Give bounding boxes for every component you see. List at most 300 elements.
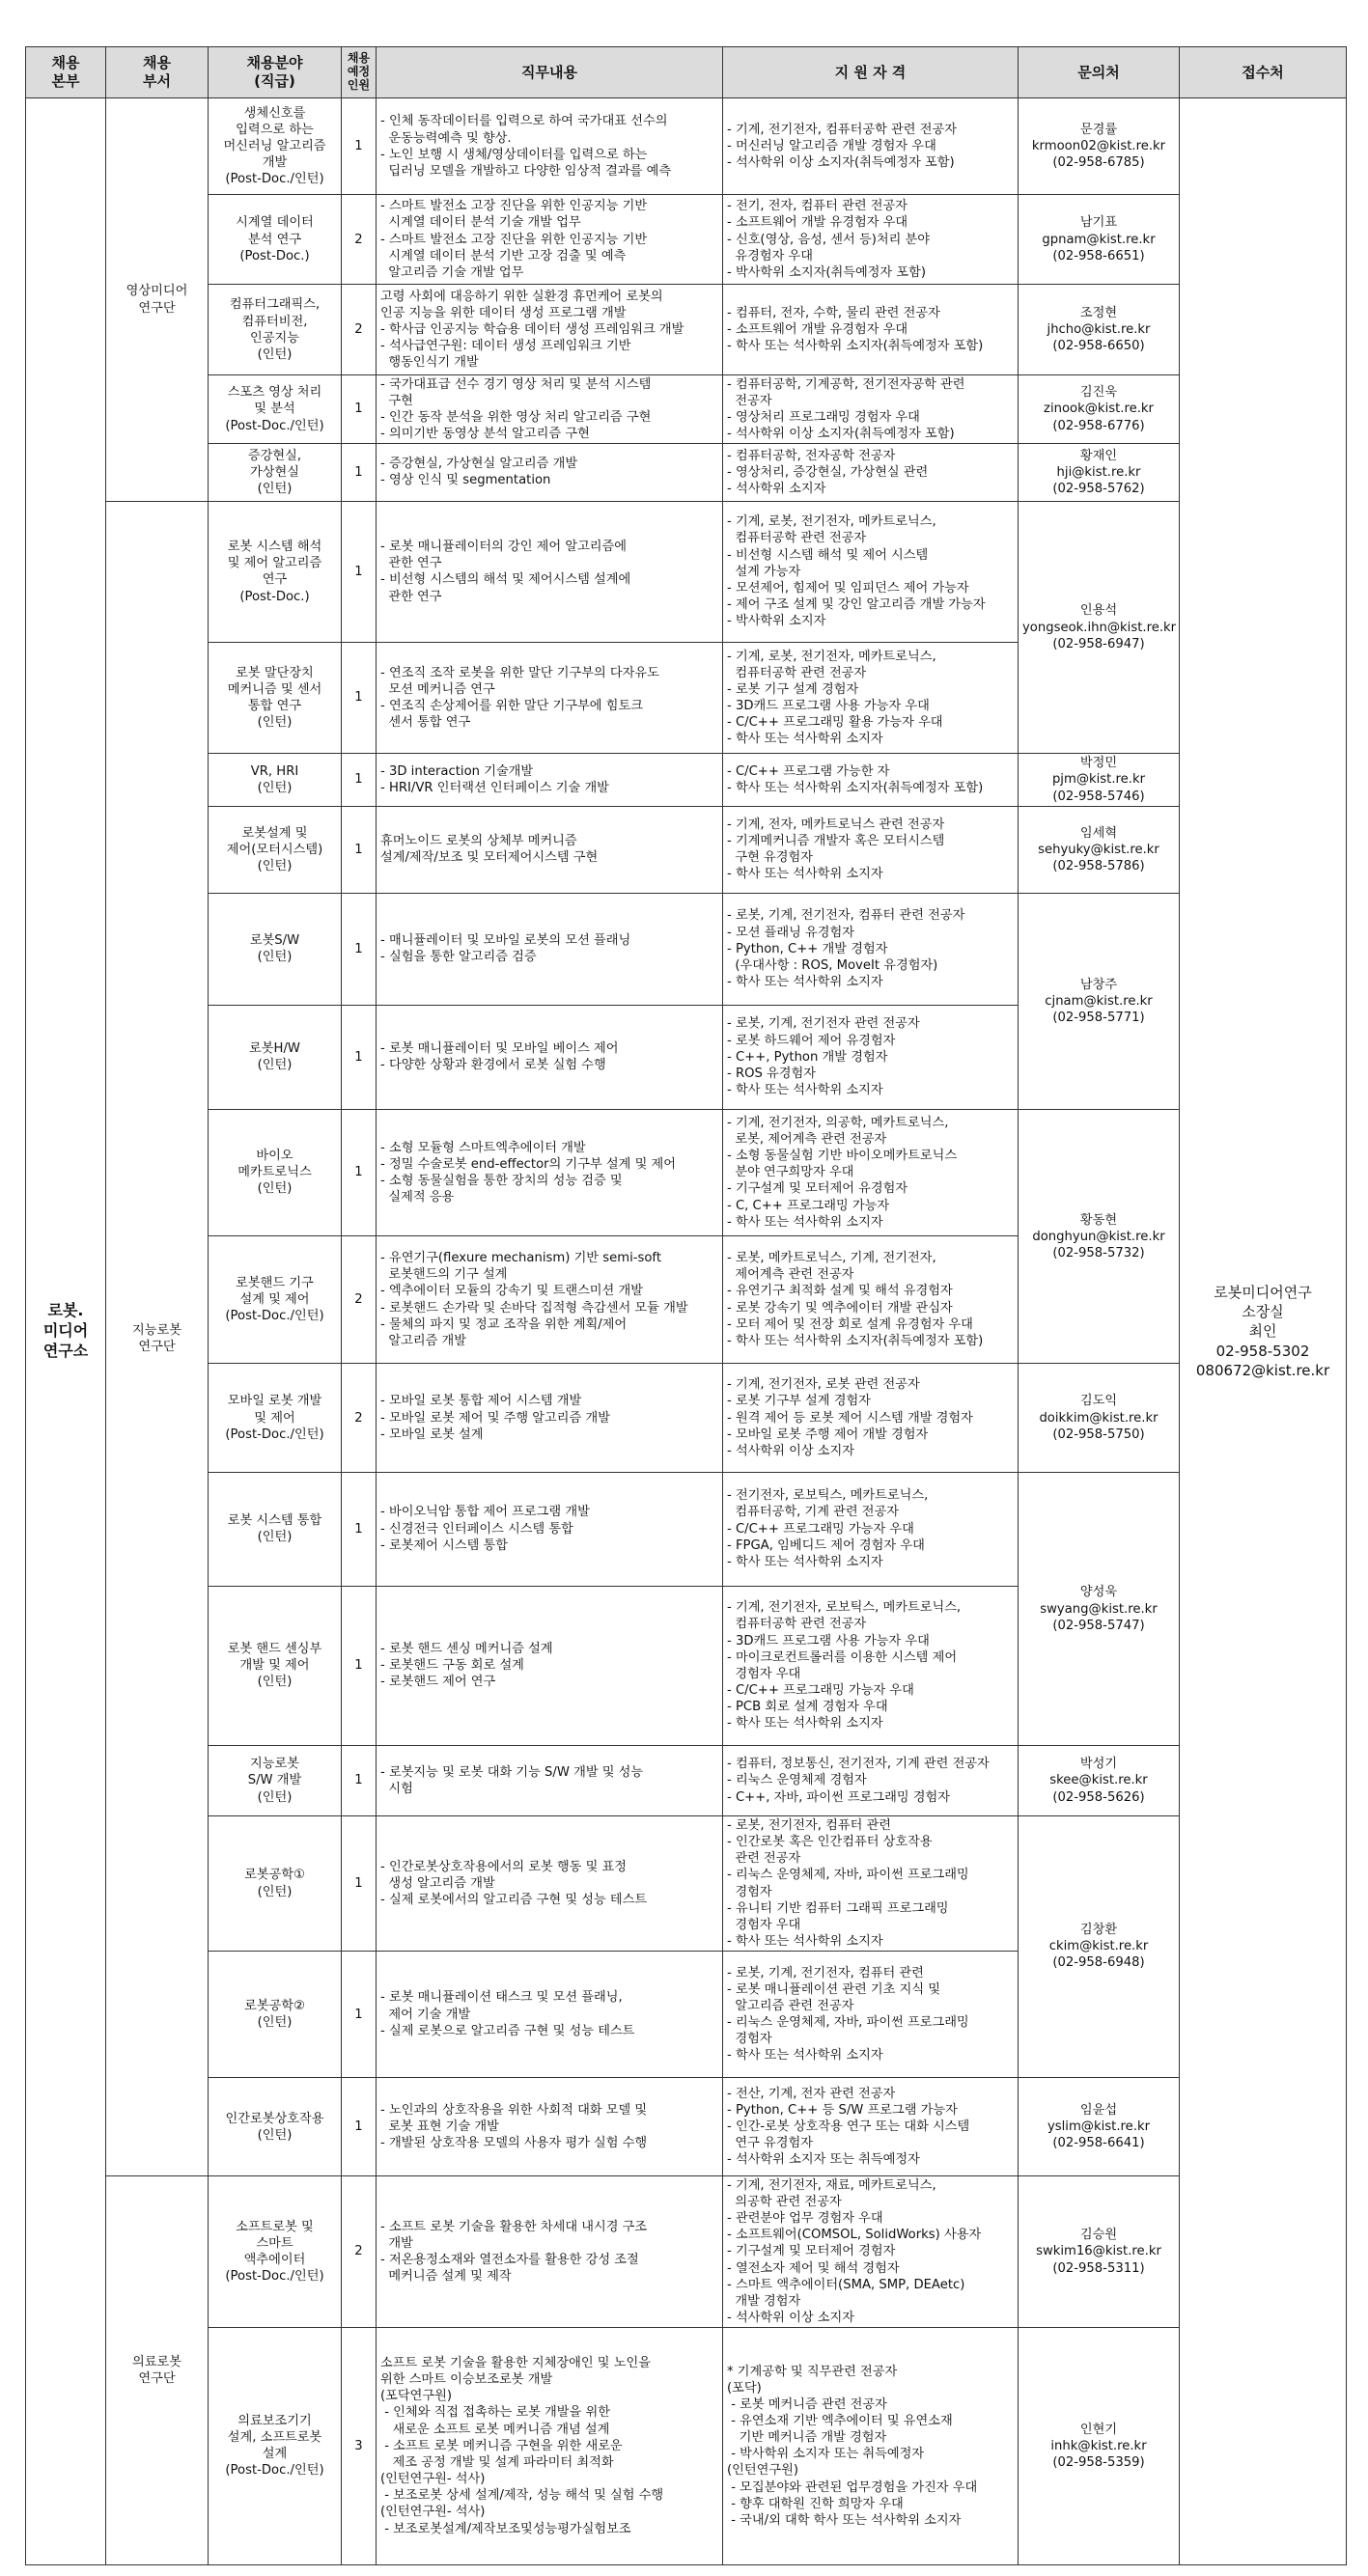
contact-cell	[1019, 1746, 1180, 1815]
cell-line: 지능로봇	[250, 1757, 299, 1772]
count-cell: 1	[342, 1815, 377, 1952]
cell-line: 및 제어 알고리즘	[227, 556, 322, 571]
cell-line: (02-958-5626)	[1052, 1789, 1145, 1805]
count-cell: 2	[342, 195, 377, 284]
cell-line: - C/C++ 프로그래밍 가능자 우대	[727, 1683, 914, 1699]
cell-line: - 로봇 기구 설계 경험자	[727, 681, 859, 697]
cell-line: (Post-Doc.)	[239, 248, 310, 263]
cell-line: 로봇미디어연구	[1214, 1283, 1312, 1301]
cell-line: 설계/제작/보조 및 모터제어시스템 구현	[380, 850, 599, 866]
cell-line: 로봇 핸드 센싱부	[227, 1642, 322, 1657]
cell-line: 생체신호를	[243, 105, 306, 121]
cell-line: 지능로봇	[132, 1323, 181, 1339]
cell-line: - C, C++ 프로그래밍 가능자	[727, 1198, 890, 1213]
cell-line: 입력으로 하는	[236, 123, 314, 137]
cell-line: cjnam@kist.re.kr	[1045, 993, 1153, 1009]
cell-line: 컴퓨터공학 관련 전공자	[727, 1617, 867, 1632]
cell-line: - 엑추에이터 모듈의 강속기 및 트랜스미션 개발	[380, 1284, 643, 1299]
cell-line: 로봇설계 및	[241, 825, 308, 841]
cell-line: 메커니즘 설계 및 제작	[380, 2269, 512, 2285]
table-row	[26, 1364, 1347, 1473]
cell-line: 경험자	[727, 1884, 772, 1899]
cell-line: - 신호(영상, 음성, 센서 등)처리 분야	[727, 232, 930, 247]
cell-line: - 기계, 로봇, 전기전자, 메카트로닉스,	[727, 649, 936, 664]
cell-line: (Post-Doc./인턴)	[225, 2269, 324, 2285]
cell-line: 새로운 소프트 로봇 메커니즘 개념 설계	[380, 2422, 610, 2437]
cell-line: - 3D interaction 기술개발	[380, 763, 534, 779]
cell-line: 개발 경험자	[727, 2293, 801, 2309]
cell-line: - 인간로봇 혹은 인간컴퓨터 상호작용	[727, 1835, 933, 1850]
cell-line: 로봇.	[47, 1301, 84, 1320]
cell-line: 로봇S/W	[249, 933, 300, 949]
cell-line: - 소프트웨어 개발 유경험자 우대	[727, 215, 908, 231]
cell-line: 전공자	[727, 393, 772, 408]
table-row	[26, 1110, 1347, 1236]
cell-line: (인턴)	[257, 715, 293, 731]
duty-cell	[377, 375, 723, 443]
cell-line: 영상미디어	[126, 284, 188, 299]
qual-cell	[723, 195, 1019, 284]
table-row	[26, 894, 1347, 1006]
table-row	[26, 375, 1347, 443]
duty-cell	[377, 502, 723, 643]
cell-line: 박성기	[1079, 1757, 1118, 1772]
field-cell	[209, 2077, 342, 2176]
cell-line: 기반 메커니즘 개발 경험자	[727, 2430, 887, 2446]
cell-line: 의료로봇	[132, 2355, 181, 2370]
cell-line: hji@kist.re.kr	[1056, 464, 1141, 480]
cell-line: - 학사 또는 석사학위 소지자	[727, 1214, 883, 1230]
cell-line: 스마트	[256, 2235, 293, 2251]
field-cell	[209, 2176, 342, 2327]
field-cell	[209, 1235, 342, 1364]
contact-cell	[1019, 754, 1180, 806]
cell-line: - 로봇지능 및 로봇 대화 기능 S/W 개발 및 성능	[380, 1764, 644, 1780]
cell-line: - 매니퓰레이터 및 모바일 로봇의 모션 플래닝	[380, 933, 631, 949]
cell-line: - 기계, 전기전자, 로보틱스, 메카트로닉스,	[727, 1600, 962, 1616]
contact-cell	[1019, 2077, 1180, 2176]
cell-line: 센서 통합 연구	[380, 715, 471, 731]
cell-line: (02-958-5750)	[1052, 1426, 1145, 1442]
cell-line: - 기구설계 및 모터제어 경험자	[727, 2244, 896, 2259]
cell-line: 남기표	[1079, 215, 1118, 231]
cell-line: (02-958-6776)	[1052, 418, 1145, 433]
cell-line: - 모터 제어 및 전장 회로 설계 유경험자 우대	[727, 1316, 973, 1332]
qual-cell	[723, 806, 1019, 893]
cell-line: 시험	[380, 1781, 413, 1796]
cell-line: - 마이크로컨트롤러를 이용한 시스템 제어	[727, 1649, 958, 1665]
cell-line: 운동능력예측 및 향상.	[380, 130, 512, 146]
duty-cell	[377, 195, 723, 284]
cell-line: 미디어	[42, 1321, 89, 1341]
cell-line: - 학사 또는 석사학위 소지자	[727, 975, 883, 990]
cell-line: sehyuky@kist.re.kr	[1038, 842, 1159, 857]
org-cell	[26, 98, 106, 2565]
cell-line: - 유연소재 기반 엑추에이터 및 유연소재	[727, 2414, 953, 2429]
qual-cell	[723, 1472, 1019, 1586]
field-cell	[209, 98, 342, 195]
cell-line: ckim@kist.re.kr	[1048, 1939, 1149, 1954]
duty-cell	[377, 1005, 723, 1110]
cell-line: 연구단	[138, 2371, 176, 2387]
cell-line: 컴퓨터공학, 기계 관련 전공자	[727, 1505, 900, 1520]
field-cell	[209, 1110, 342, 1236]
duty-cell	[377, 284, 723, 374]
cell-line: 및 분석	[254, 402, 295, 417]
header-contact: 문의처	[1019, 47, 1180, 98]
cell-line: - 국가대표급 선수 경기 영상 처리 및 분석 시스템	[380, 376, 652, 392]
table-row	[26, 2077, 1347, 2176]
cell-line: - 학사 또는 석사학위 소지자	[727, 1716, 883, 1731]
header-row	[26, 47, 1347, 98]
cell-line: 구현 유경험자	[727, 850, 814, 866]
cell-line: 가상현실	[250, 464, 299, 480]
cell-line: - 유니티 기반 컴퓨터 그래픽 프로그래밍	[727, 1900, 949, 1916]
cell-line: 설계 및 제어	[239, 1291, 310, 1307]
cell-line: - 인간로봇상호작용에서의 로봇 행동 및 표정	[380, 1859, 628, 1874]
cell-line: 조정현	[1079, 305, 1118, 320]
cell-line: - 유연기구(flexure mechanism) 기반 semi-soft	[380, 1251, 662, 1266]
cell-line: (02-958-6641)	[1052, 2136, 1145, 2151]
cell-line: 인간로봇상호작용	[225, 2111, 324, 2126]
cell-line: 인공지능	[250, 330, 299, 346]
cell-line: 의료보조기기	[237, 2414, 312, 2429]
cell-line: - 바이오닉암 통합 제어 프로그램 개발	[380, 1505, 590, 1520]
cell-line: - FPGA, 임베디드 제어 경험자 우대	[727, 1537, 925, 1553]
cell-line: (우대사항 : ROS, MoveIt 유경험자)	[727, 957, 938, 973]
cell-line: 알고리즘 개발	[380, 1333, 467, 1348]
cell-line: - 리눅스 운영체제, 자바, 파이썬 프로그래밍	[727, 1868, 969, 1883]
cell-line: 양성욱	[1079, 1585, 1118, 1600]
cell-line: 관한 연구	[380, 556, 442, 571]
cell-line: - 석사학위 소지자 또는 취득예정자	[727, 2152, 920, 2168]
duty-cell	[377, 1815, 723, 1952]
cell-line: krmoon02@kist.re.kr	[1031, 139, 1166, 154]
cell-line: zinook@kist.re.kr	[1044, 402, 1154, 417]
cell-line: - 3D캐드 프로그램 사용 가능자 우대	[727, 699, 930, 714]
contact-cell	[1019, 375, 1180, 443]
cell-line: (02-958-6947)	[1052, 636, 1145, 651]
cell-line: - 스마트 발전소 고장 진단을 위한 인공지능 기반	[380, 199, 648, 214]
cell-line: 연구단	[138, 300, 176, 316]
cell-line: - 인간 동작 분석을 위한 영상 처리 알고리즘 구현	[380, 410, 652, 426]
cell-line: - 로봇, 기계, 전기전자, 컴퓨터 관련 전공자	[727, 908, 965, 924]
cell-line: - 영상처리, 증강현실, 가상현실 관련	[727, 464, 929, 480]
header-count: 채용 예정 인원	[342, 47, 377, 98]
cell-line: - 컴퓨터공학, 기계공학, 전기전자공학 관련	[727, 376, 965, 392]
cell-line: - C/C++ 프로그램 가능한 자	[727, 763, 890, 779]
count-cell: 2	[342, 2176, 377, 2327]
cell-line: (02-958-6651)	[1052, 248, 1145, 263]
cell-line: - 학사 또는 석사학위 소지자(취득예정자 포함)	[727, 1333, 984, 1348]
count-cell: 1	[342, 1110, 377, 1236]
cell-line: - 국내/외 대학 학사 또는 석사학위 소지자	[727, 2512, 962, 2528]
cell-line: 소장실	[1242, 1303, 1284, 1321]
cell-line: - 전산, 기계, 전자 관련 전공자	[727, 2086, 896, 2101]
duty-cell	[377, 894, 723, 1006]
cell-line: (02-958-5747)	[1052, 1618, 1145, 1633]
field-cell	[209, 2327, 342, 2564]
cell-line: - 로봇 매니퓰레이션 태스크 및 모션 플래닝,	[380, 1990, 623, 2006]
cell-line: (Post-Doc./인턴)	[225, 418, 324, 433]
cell-line: - 기계, 전기전자, 의공학, 메카트로닉스,	[727, 1115, 949, 1130]
contact-cell	[1019, 195, 1180, 284]
count-cell: 1	[342, 375, 377, 443]
cell-line: - 연조직 손상제어를 위한 말단 기구부에 힘토크	[380, 699, 643, 714]
cell-line: (인턴)	[257, 1675, 293, 1690]
cell-line: (02-958-6650)	[1052, 339, 1145, 354]
qual-cell	[723, 1815, 1019, 1952]
field-cell	[209, 754, 342, 806]
table-body	[26, 98, 1347, 2565]
duty-cell	[377, 2077, 723, 2176]
cell-line: (인턴)	[257, 1058, 293, 1073]
cell-line: - 석사학위 이상 소지자	[727, 2311, 854, 2326]
cell-line: 로봇핸드 기구	[236, 1275, 314, 1290]
cell-line: 로봇 표현 기술 개발	[380, 2119, 499, 2135]
cell-line: 유경험자 우대	[727, 248, 814, 263]
table-row	[26, 502, 1347, 643]
qual-cell	[723, 642, 1019, 754]
cell-line: (인턴)	[257, 346, 293, 362]
cell-line: (포닥)	[727, 2380, 762, 2396]
cell-line: 컴퓨터공학 관련 전공자	[727, 665, 867, 680]
cell-line: - 로봇핸드 구동 회로 설계	[380, 1658, 524, 1674]
cell-line: 연구 유경험자	[727, 2136, 814, 2151]
cell-line: 컴퓨터비전,	[241, 314, 308, 329]
field-cell	[209, 502, 342, 643]
cell-line: - 기계, 전기전자, 로봇 관련 전공자	[727, 1377, 920, 1393]
header-reception: 접수처	[1180, 47, 1347, 98]
duty-cell	[377, 754, 723, 806]
cell-line: - 석사학위 이상 소지자(취득예정자 포함)	[727, 427, 955, 442]
cell-line: - 비선형 시스템 해석 및 제어 시스템	[727, 547, 929, 563]
field-cell	[209, 1472, 342, 1586]
cell-line: 및 제어	[254, 1410, 295, 1426]
cell-line: VR, HRI	[250, 763, 299, 779]
cell-line: (Post-Doc./인턴)	[225, 1309, 324, 1324]
cell-line: - 모바일 로봇 주행 제어 개발 경험자	[727, 1426, 929, 1442]
cell-line: - 영상 인식 및 segmentation	[380, 473, 551, 488]
cell-line: - 의미기반 동영상 분석 알고리즘 구현	[380, 427, 590, 442]
header-qualification: 지 원 자 격	[723, 47, 1019, 98]
cell-line: - 학사 또는 석사학위 소지자	[727, 732, 883, 747]
duty-cell	[377, 443, 723, 501]
cell-line: 스포츠 영상 처리	[227, 385, 322, 401]
recruitment-table	[25, 46, 1347, 2565]
cell-line: 증강현실,	[247, 448, 302, 463]
qual-cell	[723, 2176, 1019, 2327]
cell-line: - 비선형 시스템의 해석 및 제어시스템 설계에	[380, 572, 631, 588]
cell-line: - 인체 동작데이터를 입력으로 하여 국가대표 선수의	[380, 114, 668, 129]
cell-line: - 열전소자 제어 및 해석 경험자	[727, 2260, 900, 2276]
cell-line: 머신러닝 알고리즘	[223, 139, 326, 154]
cell-line: 설계, 소프트로봇	[227, 2430, 322, 2446]
cell-line: (02-958-6948)	[1052, 1955, 1145, 1971]
cell-line: - 학사급 인공지능 학습용 데이터 생성 프레임워크 개발	[380, 322, 684, 338]
cell-line: 080672@kist.re.kr	[1195, 1361, 1330, 1379]
qual-cell	[723, 98, 1019, 195]
field-cell	[209, 443, 342, 501]
cell-line: - 로봇제어 시스템 통합	[380, 1537, 508, 1553]
count-cell: 1	[342, 1472, 377, 1586]
cell-line: 김창환	[1079, 1923, 1118, 1938]
cell-line: 시계열 데이터	[236, 215, 314, 231]
cell-line: swkim16@kist.re.kr	[1036, 2244, 1161, 2259]
cell-line: swyang@kist.re.kr	[1040, 1601, 1158, 1617]
cell-line: (인턴)	[257, 1181, 293, 1197]
count-cell: 1	[342, 894, 377, 1006]
qual-cell	[723, 1005, 1019, 1110]
qual-cell	[723, 1364, 1019, 1473]
cell-line: 연구	[262, 572, 288, 588]
cell-line: 로봇공학②	[244, 1999, 305, 2013]
cell-line: 행동인식기 개발	[380, 355, 479, 371]
cell-line: (인턴연구원- 석사)	[380, 2505, 486, 2520]
cell-line: 황동현	[1079, 1212, 1118, 1228]
cell-line: (인턴)	[257, 481, 293, 496]
cell-line: - 머신러닝 알고리즘 개발 경험자 우대	[727, 139, 936, 154]
table-row	[26, 1815, 1347, 1952]
cell-line: - 인체와 직접 접촉하는 로봇 개발을 위한	[380, 2405, 610, 2421]
cell-line: 김진욱	[1079, 385, 1118, 401]
cell-line: - 노인 보행 시 생체/영상데이터를 입력으로 하는	[380, 147, 648, 162]
cell-line: 딥러닝 모델을 개발하고 다양한 임상적 결과를 예측	[380, 163, 672, 179]
cell-line: - 석사학위 소지자	[727, 481, 826, 496]
cell-line: - 다양한 상황과 환경에서 로봇 실험 수행	[380, 1058, 606, 1073]
contact-cell	[1019, 1110, 1180, 1364]
cell-line: 김도익	[1079, 1394, 1118, 1409]
cell-line: - 개발된 상호작용 모델의 사용자 평가 실험 수행	[380, 2136, 648, 2151]
cell-line: 경험자 우대	[727, 1666, 801, 1681]
cell-line: 의공학 관련 전공자	[727, 2195, 842, 2210]
cell-line: 설계 가능자	[727, 564, 801, 579]
cell-line: - Python, C++ 개발 경험자	[727, 941, 888, 956]
cell-line: - 연조직 조작 로봇을 위한 말단 기구부의 다자유도	[380, 665, 659, 680]
cell-line: 모바일 로봇 개발	[227, 1394, 322, 1409]
qual-cell	[723, 754, 1019, 806]
cell-line: 박정민	[1079, 756, 1118, 771]
cell-line: - 로봇, 메카트로닉스, 기계, 전기전자,	[727, 1251, 936, 1266]
cell-line: - 학사 또는 석사학위 소지자(취득예정자 포함)	[727, 780, 984, 795]
cell-line: 경험자 우대	[727, 1917, 801, 1932]
duty-cell	[377, 1235, 723, 1364]
cell-line: - 3D캐드 프로그램 사용 가능자 우대	[727, 1633, 930, 1648]
cell-line: 경험자	[727, 2032, 772, 2047]
cell-line: - 기계, 전기전자, 컴퓨터공학 관련 전공자	[727, 123, 957, 137]
field-cell	[209, 195, 342, 284]
cell-line: - 로봇, 기계, 전기전자, 컴퓨터 관련	[727, 1965, 924, 1980]
cell-line: - 소프트 로봇 기술을 활용한 차세대 내시경 구조	[380, 2219, 648, 2234]
duty-cell	[377, 1364, 723, 1473]
cell-line: - C++, Python 개발 경험자	[727, 1049, 888, 1065]
cell-line: 분석 연구	[247, 232, 302, 247]
qual-cell	[723, 894, 1019, 1006]
cell-line: 연구단	[138, 1340, 176, 1355]
cell-line: 구현	[380, 393, 413, 408]
field-cell	[209, 806, 342, 893]
cell-line: - 컴퓨터, 전자, 수학, 물리 관련 전공자	[727, 305, 940, 320]
count-cell: 1	[342, 1586, 377, 1746]
cell-line: - 컴퓨터공학, 전자공학 전공자	[727, 448, 896, 463]
cell-line: - 소프트웨어(COMSOL, SolidWorks) 사용자	[727, 2228, 982, 2243]
cell-line: 실제적 응용	[380, 1190, 455, 1205]
cell-line: - C++, 자바, 파이썬 프로그래밍 경험자	[727, 1789, 951, 1805]
cell-line: - 보조로봇 상세 설계/제작, 성능 해석 및 실험 수행	[380, 2488, 664, 2504]
cell-line: - 로봇 기구부 설계 경험자	[727, 1394, 871, 1409]
cell-line: - 원격 제어 등 로봇 제어 시스템 개발 경험자	[727, 1410, 973, 1426]
cell-line: - 모바일 로봇 제어 및 주행 알고리즘 개발	[380, 1410, 610, 1426]
cell-line: 분야 연구희망자 우대	[727, 1165, 854, 1180]
cell-line: 연구소	[42, 1341, 89, 1360]
cell-line: - 로봇핸드 손가락 및 손바닥 집적형 측감센서 모듈 개발	[380, 1300, 688, 1316]
cell-line: - 유연기구 최적화 설계 및 해석 유경험자	[727, 1284, 953, 1299]
cell-line: (02-958-5771)	[1052, 1011, 1145, 1026]
cell-line: - PCB 회로 설계 경험자 우대	[727, 1700, 888, 1715]
cell-line: 로봇 시스템 통합	[227, 1513, 322, 1529]
cell-line: - 실제 로봇에서의 알고리즘 구현 및 성능 테스트	[380, 1893, 648, 1908]
count-cell: 1	[342, 443, 377, 501]
cell-line: (인턴연구원)	[727, 2463, 798, 2479]
cell-line: 로봇, 제어계측 관련 전공자	[727, 1132, 887, 1148]
cell-line: - 로봇핸드 제어 연구	[380, 1675, 496, 1690]
field-cell	[209, 1746, 342, 1815]
cell-line: - 관련분야 업무 경험자 우대	[727, 2211, 883, 2227]
cell-line: - 모바일 로봇 설계	[380, 1426, 484, 1442]
contact-cell	[1019, 284, 1180, 374]
contact-cell	[1019, 1472, 1180, 1745]
count-cell: 1	[342, 2077, 377, 2176]
cell-line: - 모션제어, 힘제어 및 임피던스 제어 가능자	[727, 580, 969, 596]
cell-line: 로봇H/W	[249, 1041, 300, 1057]
cell-line: - 박사학위 소지자 또는 취득예정자	[727, 2447, 925, 2462]
contact-cell	[1019, 806, 1180, 893]
cell-line: 남창주	[1079, 977, 1118, 992]
cell-line: - 로봇 매니퓰레이터의 강인 제어 알고리즘에	[380, 540, 628, 555]
table-row	[26, 443, 1347, 501]
contact-cell	[1019, 2176, 1180, 2327]
table-row	[26, 754, 1347, 806]
field-cell	[209, 1815, 342, 1952]
count-cell: 2	[342, 284, 377, 374]
cell-line: - 학사 또는 석사학위 소지자	[727, 1554, 883, 1569]
cell-line: 알고리즘 기술 개발 업무	[380, 264, 524, 280]
field-cell	[209, 1005, 342, 1110]
cell-line: - 학사 또는 석사학위 소지자	[727, 867, 883, 882]
qual-cell	[723, 1110, 1019, 1236]
cell-line: 알고리즘 관련 전공자	[727, 1999, 854, 2013]
cell-line: - 증강현실, 가상현실 알고리즘 개발	[380, 457, 578, 472]
cell-line: 개발 및 제어	[239, 1658, 310, 1674]
qual-cell	[723, 284, 1019, 374]
cell-line: (인턴)	[257, 858, 293, 873]
cell-line: 개발	[380, 2235, 413, 2251]
cell-line: (Post-Doc./인턴)	[225, 172, 324, 187]
count-cell: 1	[342, 502, 377, 643]
field-cell	[209, 1364, 342, 1473]
duty-cell	[377, 1586, 723, 1746]
cell-line: 인현기	[1079, 2422, 1118, 2437]
cell-line: 로봇 말단장치	[236, 665, 314, 680]
cell-line: (Post-Doc./인턴)	[225, 2463, 324, 2479]
cell-line: 관련 전공자	[727, 1851, 801, 1867]
count-cell: 3	[342, 2327, 377, 2564]
field-cell	[209, 1586, 342, 1746]
cell-line: 황재인	[1079, 448, 1118, 463]
table-row	[26, 2176, 1347, 2327]
cell-line: (인턴)	[257, 2127, 293, 2143]
cell-line: 02-958-5302	[1215, 1342, 1310, 1360]
